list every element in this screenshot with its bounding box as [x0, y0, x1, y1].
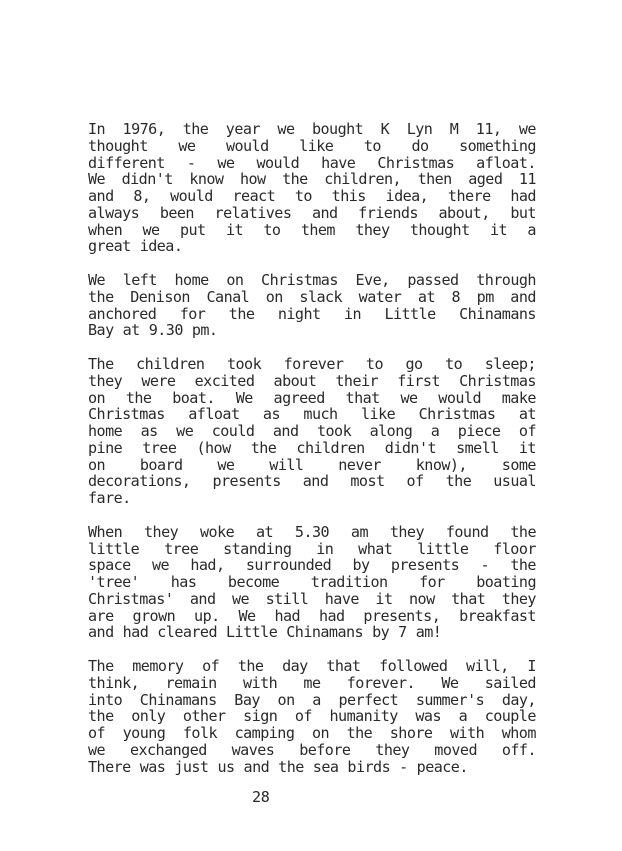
paragraph: [88, 356, 536, 507]
text-line: pine tree (how the children didn't smell it: [88, 438, 536, 457]
text-line: and had cleared Little Chinamans by 7 am!: [88, 623, 442, 642]
text-line: The children took forever to go to sleep;: [88, 355, 536, 373]
text-line: fare.: [88, 489, 131, 507]
text-line: When they woke at 5.30 am they found the: [88, 522, 536, 541]
text-line: anchored for the night in Little Chinamans: [88, 304, 536, 323]
text-line: always been relatives and friends about, but: [88, 203, 536, 222]
text-line: home as we could and took along a piece of: [88, 422, 536, 440]
text-line: decorations, presents and most of the usual: [88, 472, 536, 491]
paragraph: [88, 272, 536, 339]
page-number: 28: [252, 788, 270, 806]
text-line: they were excited about their first Christmas: [88, 371, 536, 390]
text-line: In 1976, the year we bought K Lyn M 11, we: [88, 120, 536, 138]
text-line: on the boat. We agreed that we would make: [88, 388, 536, 407]
text-line: little tree standing in what little floor: [88, 539, 536, 558]
text-line: on board we will never know), some: [88, 455, 536, 474]
text-line: space we had, surrounded by presents - the: [88, 556, 536, 575]
paragraph: [88, 524, 536, 641]
paragraph: [88, 658, 536, 775]
text-line: are grown up. We had had presents, breakfast: [88, 606, 536, 625]
paragraph: [88, 121, 536, 255]
text-line: think, remain with me forever. We sailed: [88, 673, 536, 692]
text-line: the Denison Canal on slack water at 8 pm and: [88, 287, 536, 306]
text-line: great idea.: [88, 237, 183, 256]
text-line: We didn't know how the children, then aged 11: [88, 170, 536, 189]
text-line: 'tree' has become tradition for boating: [88, 573, 536, 591]
text-line: We left home on Christmas Eve, passed through: [88, 271, 536, 289]
text-line: Christmas' and we still have it now that they: [88, 589, 536, 608]
text-line: There was just us and the sea birds - peace.: [88, 757, 468, 776]
text-line: Christmas afloat as much like Christmas at: [88, 405, 536, 424]
text-line: Bay at 9.30 pm.: [88, 321, 218, 340]
text-line: the only other sign of humanity was a couple: [88, 707, 536, 726]
text-line: The memory of the day that followed will, I: [88, 657, 536, 675]
text-line: and 8, would react to this idea, there had: [88, 187, 536, 205]
text-line: into Chinamans Bay on a perfect summer's day,: [88, 690, 536, 709]
text-line: thought we would like to do something: [88, 136, 536, 155]
text-line: of young folk camping on the shore with whom: [88, 724, 536, 742]
body-text: [88, 121, 536, 792]
text-line: we exchanged waves before they moved off.: [88, 740, 536, 759]
text-line: when we put it to them they thought it a: [88, 220, 536, 239]
text-line: different - we would have Christmas afloat.: [88, 153, 536, 172]
